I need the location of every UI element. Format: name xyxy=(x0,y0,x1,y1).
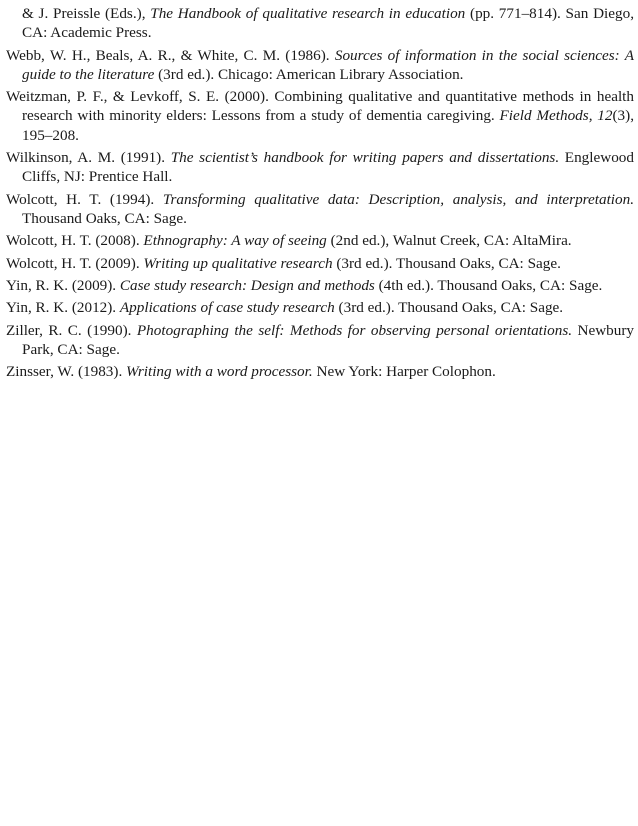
reference-text: Newbury Park, CA: Sage. xyxy=(22,321,634,358)
reference-entry-wolcott-2009 xyxy=(6,254,634,273)
reference-text: New York: Harper Colophon. xyxy=(312,363,496,381)
reference-title: The Handbook of qualitative research in education xyxy=(150,5,466,22)
reference-text: (pp. 771–814). San Diego, CA: Academic Press. xyxy=(22,5,634,42)
reference-text: Weitzman, P. F., & Levkoff, S. E. (2000). Combining qualitative and quantitative methods in health research with minority elders: Lessons from a study of dementia caregiving. xyxy=(6,88,634,125)
reference-title: Photographing the self: Methods for observing personal orientations. xyxy=(136,321,573,339)
reference-title: Ethnography: A way of seeing xyxy=(143,232,327,250)
reference-text: (2nd ed.), Walnut Creek, CA: AltaMira. xyxy=(326,232,572,250)
reference-text: (4th ed.). Thousand Oaks, CA: Sage. xyxy=(374,276,603,294)
reference-entry-weitzman xyxy=(6,87,634,145)
reference-entry-ziller xyxy=(6,321,634,359)
reference-title: Transforming qualitative data: Description, analysis, and interpretation. xyxy=(162,190,634,208)
reference-text: Wilkinson, A. M. (1991). xyxy=(6,148,171,166)
reference-text: (3rd ed.). Chicago: American Library Association. xyxy=(154,65,464,83)
reference-title: Field Methods, 12 xyxy=(499,107,613,125)
reference-title: The scientist’s handbook for writing papers and dissertations. xyxy=(170,148,560,166)
reference-entry-webb xyxy=(6,46,634,84)
reference-entry-yin-2012 xyxy=(6,298,634,317)
reference-entry-wolcott-2008 xyxy=(6,231,634,250)
reference-text: (3), 195–208. xyxy=(22,107,634,144)
reference-title: Sources of information in the social sciences: A guide to the literature xyxy=(22,46,634,83)
reference-entry-wolcott-1994 xyxy=(6,190,634,228)
reference-list xyxy=(6,4,634,385)
reference-text: & J. Preissle (Eds.), xyxy=(22,5,151,22)
reference-entry-zinsser xyxy=(6,362,634,381)
reference-text: Webb, W. H., Beals, A. R., & White, C. M. (1986). xyxy=(6,46,335,64)
reference-text: Wolcott, H. T. (1994). xyxy=(6,190,163,208)
reference-text: Yin, R. K. (2009). xyxy=(6,276,120,294)
reference-title: Writing with a word processor. xyxy=(126,363,313,381)
reference-text: (3rd ed.). Thousand Oaks, CA: Sage. xyxy=(332,254,561,272)
reference-text: Thousand Oaks, CA: Sage. xyxy=(22,209,187,227)
reference-title: Case study research: Design and methods xyxy=(119,276,375,294)
reference-text: (3rd ed.). Thousand Oaks, CA: Sage. xyxy=(334,299,564,317)
reference-text: Englewood Cliffs, NJ: Prentice Hall. xyxy=(22,148,634,186)
reference-entry-wilkinson xyxy=(6,148,634,186)
reference-entry-yin-2009 xyxy=(6,276,634,295)
reference-title: Applications of case study research xyxy=(119,299,335,317)
reference-text: Ziller, R. C. (1990). xyxy=(6,321,137,339)
reference-title: Writing up qualitative research xyxy=(143,254,333,272)
reference-text: Yin, R. K. (2012). xyxy=(6,299,120,317)
reference-text: Zinsser, W. (1983). xyxy=(6,363,127,381)
reference-entry-denzin xyxy=(6,4,634,42)
reference-text: Wolcott, H. T. (2008). xyxy=(6,232,144,250)
reference-text: Wolcott, H. T. (2009). xyxy=(6,254,144,272)
